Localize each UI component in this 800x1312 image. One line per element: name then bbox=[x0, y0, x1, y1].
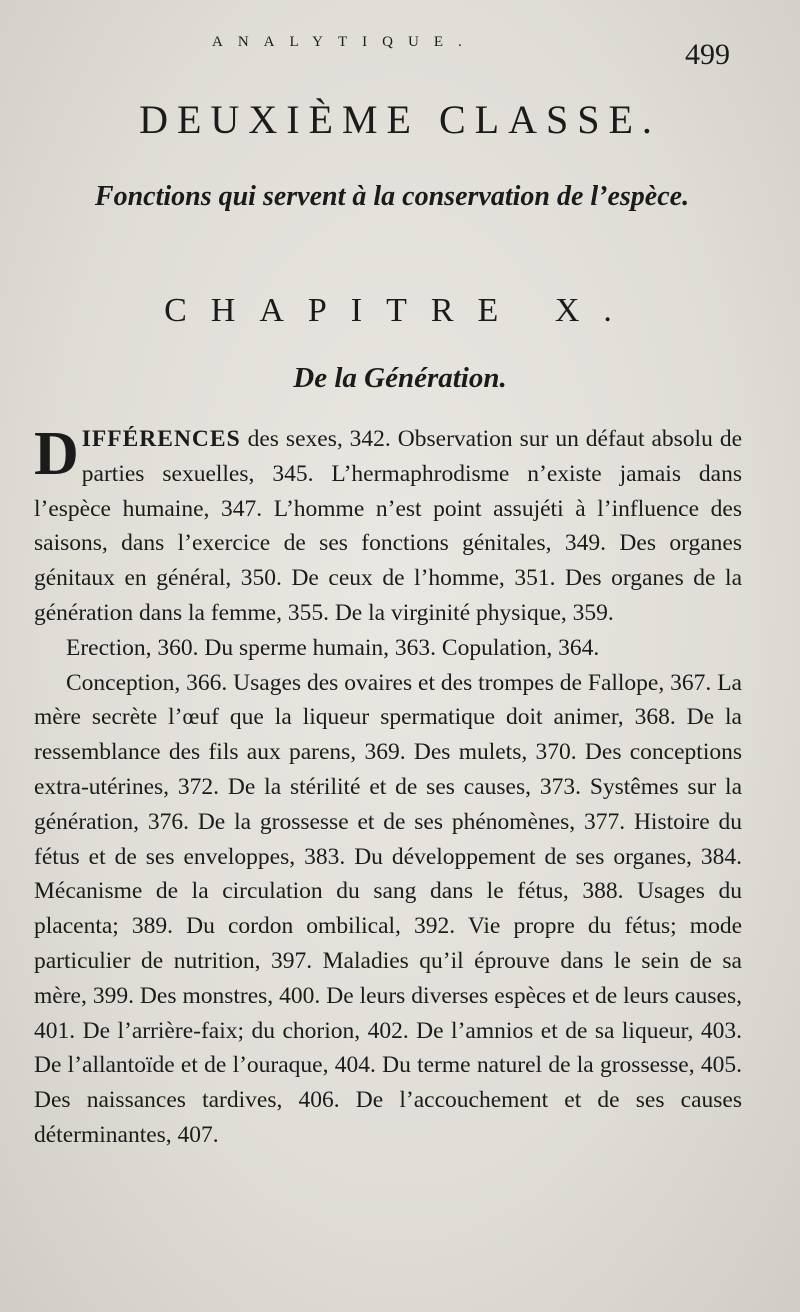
page-header bbox=[0, 30, 800, 80]
lead-word: IFFÉRENCES bbox=[81, 426, 241, 452]
paragraph-text: des sexes, 342. Observation sur un défaut absolu de parties sexuelles, 345. L’hermaphrodisme n’existe jamais dans l’espèce humaine, 347. L’homme n’est point assujéti à l’influence des saisons, dans l’exercice de ses fonctions génitales, 349. Des organes génitaux en général, 350. De ceux de l’homme, 351. Des organes de la génération dans la femme, 355. De la virginité physique, 359. bbox=[34, 426, 742, 626]
chapter-title: CHAPITRE X. bbox=[164, 292, 636, 329]
drop-cap: D bbox=[34, 420, 79, 488]
class-title: DEUXIÈME CLASSE. bbox=[139, 97, 661, 142]
paragraph-differences bbox=[34, 422, 742, 631]
page-number: 499 bbox=[685, 38, 730, 71]
paragraph-conception: Conception, 366. Usages des ovaires et des trompes de Fallope, 367. La mère secrète l’œuf que la liqueur spermatique doit animer, 368. De la ressemblance des fils aux parens, 369. Des mulets, 370. Des conceptions extra-utérines, 372. De la stérilité et de ses causes, 373. Systêmes sur la génération, 376. De la grossesse et de ses phénomènes, 377. Histoire du fétus et de ses enveloppes, 383. Du développement de ses organes, 384. Mécanisme de la circulation du sang dans le fétus, 388. Usages du placenta; 389. Du cordon ombilical, 392. Vie propre du fétus; mode particulier de nutrition, 397. Maladies qu’il éprouve dans le sein de sa mère, 399. Des monstres, 400. De leurs diverses espèces et de leurs causes, 401. De l’arrière-faix; du chorion, 402. De l’amnios et de sa liqueur, 403. De l’allantoïde et de l’ouraque, 404. Du terme naturel de la grossesse, 405. Des naissances tardives, 406. De l’accouchement et de ses causes déterminantes, 407. bbox=[34, 669, 742, 1148]
paragraph-erection: Erection, 360. Du sperme humain, 363. Copulation, 364. bbox=[66, 634, 600, 661]
body-text bbox=[34, 422, 742, 1153]
chapter-heading: De la Génération. bbox=[293, 362, 507, 394]
running-head: ANALYTIQUE. bbox=[212, 34, 477, 50]
section-subtitle: Fonctions qui servent à la conservation de l’espèce. bbox=[94, 181, 690, 212]
